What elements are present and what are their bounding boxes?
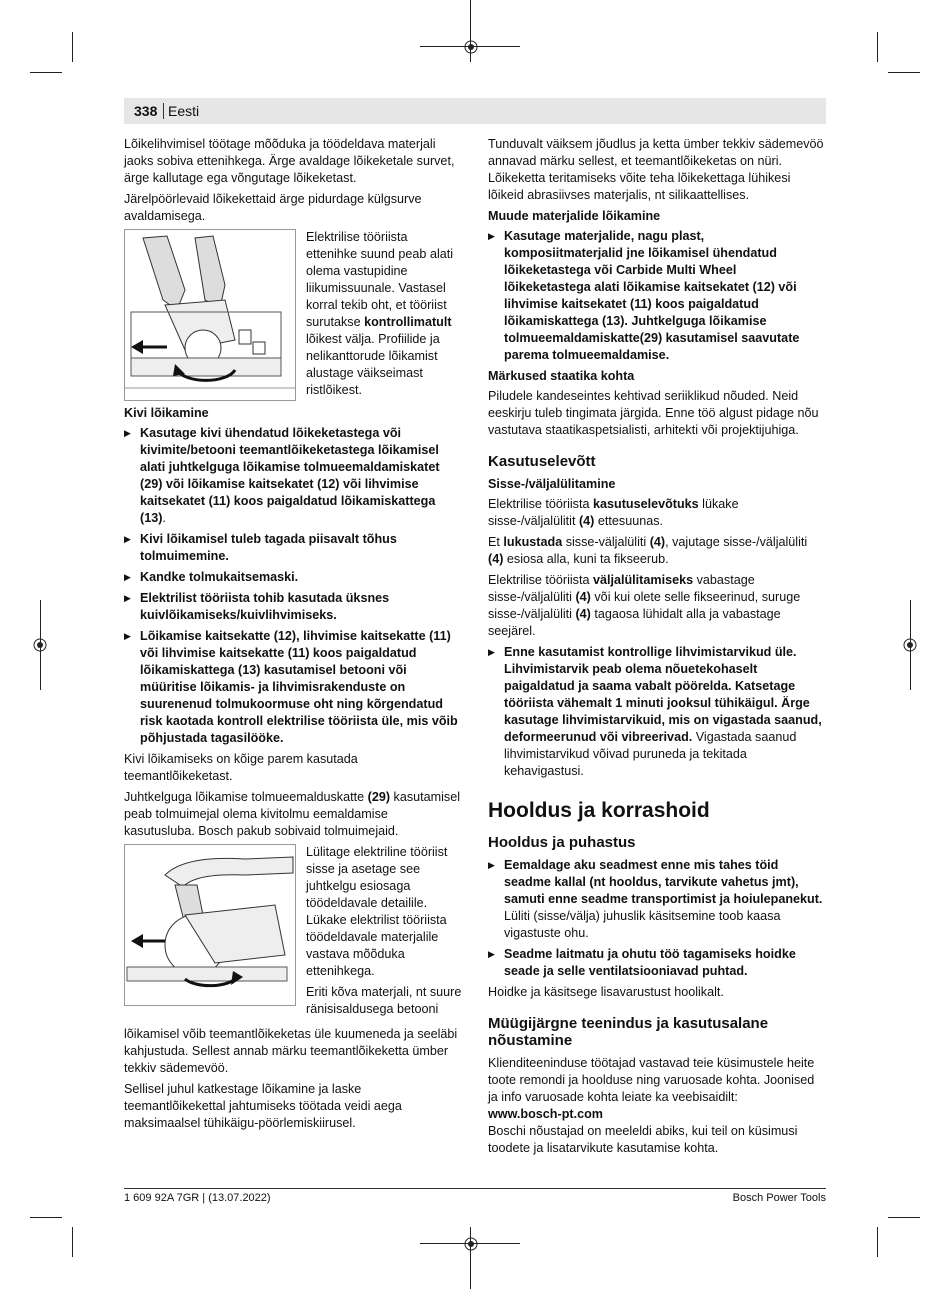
crop-mark <box>72 32 73 62</box>
paragraph: Kivi lõikamiseks on kõige parem kasutada teemantlõikeketast. <box>124 752 358 783</box>
text: Elektrilise tööriista <box>488 497 593 511</box>
text: Et <box>488 535 504 549</box>
footer-divider <box>124 1188 826 1189</box>
paragraph: Sellisel juhul katkestage lõikamine ja laske teemantlõikekettal jahtumiseks töötada veidi aega maksimaalsel tühikäigu-pöörlemiskiirusel. <box>124 1082 402 1130</box>
paragraph <box>124 789 462 840</box>
footer-brand: Bosch Power Tools <box>732 1192 826 1204</box>
section-heading: Müügijärgne teenindus ja kasutusalane nõustamine <box>488 1015 769 1049</box>
section-title: Muude materjalide lõikamine <box>488 209 661 223</box>
paragraph: Lõikelihvimisel töötage mõõduka ja töödeldava materjali jaoks sobiva ettenihkega. Ärge avaldage lõikeketale survet, ärge kallutage ega võngutage lõikeketast. <box>124 137 455 185</box>
text-bold: (4) <box>649 535 666 549</box>
bullet-text: Enne kasutamist kontrollige lihvimistarvikud üle. Lihvimistarvik peab olema nõuetekohaselt paigaldatud ja saama vabalt pöörelda. Katsetage tööriista vähemalt 1 minuti jooksul tühikäigul. Ärge kasutage lihvimistarvikuid, mis on vigastada saanud, deformeerunud või vibreerivad. <box>504 645 822 744</box>
bullet-item <box>488 644 826 780</box>
crop-mark <box>888 1217 920 1218</box>
section-heading: Hooldus ja puhastus <box>488 834 636 851</box>
page-number: 338 <box>134 103 158 119</box>
text: Elektrilise tööriista ettenihke suund peab alati olema vastupidine liikumissuunale. Vastasel korral tekib oht, et tööriist surutakse <box>306 230 454 329</box>
bullet-text: Elektrilist tööriista tohib kasutada üksnes kuivlõikamiseks/kuivlihvimiseks. <box>140 591 390 622</box>
crop-mark <box>877 32 878 62</box>
bullet-item <box>124 569 462 586</box>
figure-block <box>124 229 462 401</box>
chapter-heading: Hooldus ja korrashoid <box>488 799 710 822</box>
bullet-item <box>488 857 826 942</box>
section-heading: Kasutuselevõtt <box>488 453 596 470</box>
text-bold: (4) <box>578 514 595 528</box>
bullet-text-end: . <box>162 511 166 525</box>
bullet-item <box>124 590 462 624</box>
crop-mark <box>910 600 911 690</box>
page-language: Eesti <box>168 103 200 119</box>
paragraph: Tunduvalt väiksem jõudlus ja ketta ümber tekkiv sädemevöö annavad märku sellest, et teemantlõikeketas on nüri. Lõikeketta teritamiseks võite teha lõikekettaga lühikesi lõikeid abrasiivses materjalis, nt silikaattellises. <box>488 137 824 202</box>
text-bold: lukustada <box>503 535 563 549</box>
text: ettesuunas. <box>594 514 664 528</box>
text: Juhtkelguga lõikamise tolmueemalduskatte <box>124 790 368 804</box>
text: lükake sisse-/väljalülitit <box>488 497 739 528</box>
bullet-text: Eemaldage aku seadmest enne mis tahes töid seadme kallal (nt hooldus, tarvikute vahetus jmt), samuti enne seadme transportimist ja hoiulepanekut. <box>504 858 823 906</box>
bullet-text-rest: Lüliti (sisse/välja) juhuslik käsitsemine toob kaasa vigastuste ohu. <box>504 909 781 940</box>
bullet-text: Kasutage materjalide, nagu plast, komposiitmaterjalid jne lõikamisel ühendatud lõikeketastega või Carbide Multi Wheel lõikeketastega alati lõikamise kaitsekatet (12) või lihvimise kaitsekatet (11) koos paigaldatud lõikamiskattega (13). Juhtkelguga lõikamise tolmueemaldamiskatte(29) kasutamisel saavutate parema tolmueemaldamise. <box>504 229 800 362</box>
section-title: Sisse-/väljalülitamine <box>488 477 616 491</box>
bullet-item <box>124 628 462 747</box>
guide-sled-illustration <box>124 844 296 1006</box>
header-divider <box>163 103 164 119</box>
paragraph: lõikamisel võib teemantlõikeketas üle kuumeneda ja seeläbi kahjustuda. Sellest annab märku teemantlõikeketta ümber tekkiv sädemevöö. <box>124 1027 458 1075</box>
paragraph <box>488 572 826 640</box>
bullet-text-rest: Vigastada saanud lihvimistarvikud võivad puruneda ja tekitada kehavigastusi. <box>504 730 797 778</box>
cutting-direction-illustration <box>124 229 296 401</box>
website-link[interactable]: www.bosch-pt.com <box>488 1107 603 1121</box>
paragraph: Boschi nõustajad on meeleldi abiks, kui teil on küsimusi toodete ja lisatarvikute kasutamise kohta. <box>488 1124 798 1155</box>
page-header <box>124 98 826 124</box>
text: tagaosa lühidalt alla ja vabastage seejärel. <box>488 607 781 638</box>
bullet-item <box>124 425 462 527</box>
bullet-text: Kasutage kivi ühendatud lõikeketastega või kivimite/betooni teemantlõikeketastega lõikamisel alati juhtkelguga lõikamise tolmueemaldamiskatet (29) või lõikamise kaitsekatet (12) või lihvimise kaitsekatet (11) koos paigaldatud lõikamiskattega (13) <box>140 426 440 525</box>
text-bold: (4) <box>575 590 591 604</box>
crop-mark <box>30 1217 62 1218</box>
crop-mark <box>877 1227 878 1257</box>
paragraph: Järelpöörlevaid lõikekettaid ärge pidurdage külgsurve avaldamisega. <box>124 192 422 223</box>
crop-mark <box>72 1227 73 1257</box>
registration-mark-icon <box>463 39 479 55</box>
paragraph <box>488 534 826 568</box>
text-bold: (4) <box>575 607 591 621</box>
figure-caption-text <box>306 229 462 401</box>
text: või kui olete selle fikseerinud, suruge sisse-/väljalüliti <box>488 590 801 621</box>
figure-block <box>124 844 462 1022</box>
text: vabastage sisse-/väljalüliti <box>488 573 755 604</box>
text-bold: (29) <box>367 790 391 804</box>
text: sisse-väljalüliti <box>562 535 650 549</box>
text-bold: kontrollimatult <box>364 315 452 329</box>
text: lõikest välja. Profiilide ja nelikanttorude lõikamist alustage väikseimast ristlõikest. <box>306 332 440 397</box>
text: Lülitage elektriline tööriist sisse ja asetage see juhtkelgu esiosaga töödeldavale detailile. Lükake elektrilist tööriista töödeldavale materjalile vastava mõõduka ettenihkega. <box>306 845 448 978</box>
bullet-text: Kandke tolmukaitsemaski. <box>140 570 299 584</box>
paragraph: Hoidke ja käsitsege lisavarustust hoolikalt. <box>488 985 724 999</box>
registration-mark-icon <box>463 1236 479 1252</box>
section-title: Kivi lõikamine <box>124 406 209 420</box>
bullet-item <box>488 228 826 364</box>
crop-mark <box>40 600 41 690</box>
bullet-text: Lõikamise kaitsekatte (12), lihvimise kaitsekatte (11) või lihvimise kaitsekatte (11) koos paigaldatud lõikamiskattega (13) kasutamisel betooni või müüritise lõikamis- ja lihvimisrakenduste on suurenenud tolmukoormuse oht ning kõrgendatud risk kaotada kontroll elektrilise tööriista üle, mis võib põhjustada tagasilööke. <box>140 629 458 745</box>
text: esiosa alla, kuni ta fikseerub. <box>503 552 669 566</box>
figure-caption-text <box>306 844 462 1022</box>
right-column <box>488 136 826 1161</box>
text: Eriti kõva materjali, nt suure ränisisaldusega betooni <box>306 985 462 1016</box>
text-bold: väljalülitamiseks <box>592 573 694 587</box>
crop-mark <box>888 72 920 73</box>
left-column <box>124 136 462 1136</box>
paragraph <box>488 496 826 530</box>
footer-doc-id: 1 609 92A 7GR | (13.07.2022) <box>124 1192 271 1204</box>
section-title: Märkused staatika kohta <box>488 369 635 383</box>
bullet-text: Seadme laitmatu ja ohutu töö tagamiseks hoidke seade ja selle ventilatsiooniavad puhtad. <box>504 947 796 978</box>
bullet-item <box>488 946 826 980</box>
text-bold: kasutuselevõtuks <box>592 497 699 511</box>
text: kasutamisel peab tolmuimejal olema kivitolmu eemaldamise kasutusluba. Bosch pakub sobivaid tolmuimejaid. <box>124 790 461 838</box>
text: , vajutage sisse-/väljalüliti <box>665 535 808 549</box>
paragraph: Piludele kandeseintes kehtivad seriiklikud nõuded. Neid eeskirju tuleb tingimata järgida. Enne töö algust pidage nõu vastutava staatikaspetsialisti, arhitekti või projektijuhiga. <box>488 389 819 437</box>
bullet-text: Kivi lõikamisel tuleb tagada piisavalt tõhus tolmuimemine. <box>140 532 397 563</box>
text-bold: (4) <box>488 552 504 566</box>
bullet-item <box>124 531 462 565</box>
crop-mark <box>30 72 62 73</box>
text: Elektrilise tööriista <box>488 573 593 587</box>
paragraph: Klienditeeninduse töötajad vastavad teie küsimustele heite toote remondi ja hoolduse ning varuosade kohta. Joonised ja info varuosade kohta leiate ka veebisaidilt: <box>488 1056 815 1104</box>
